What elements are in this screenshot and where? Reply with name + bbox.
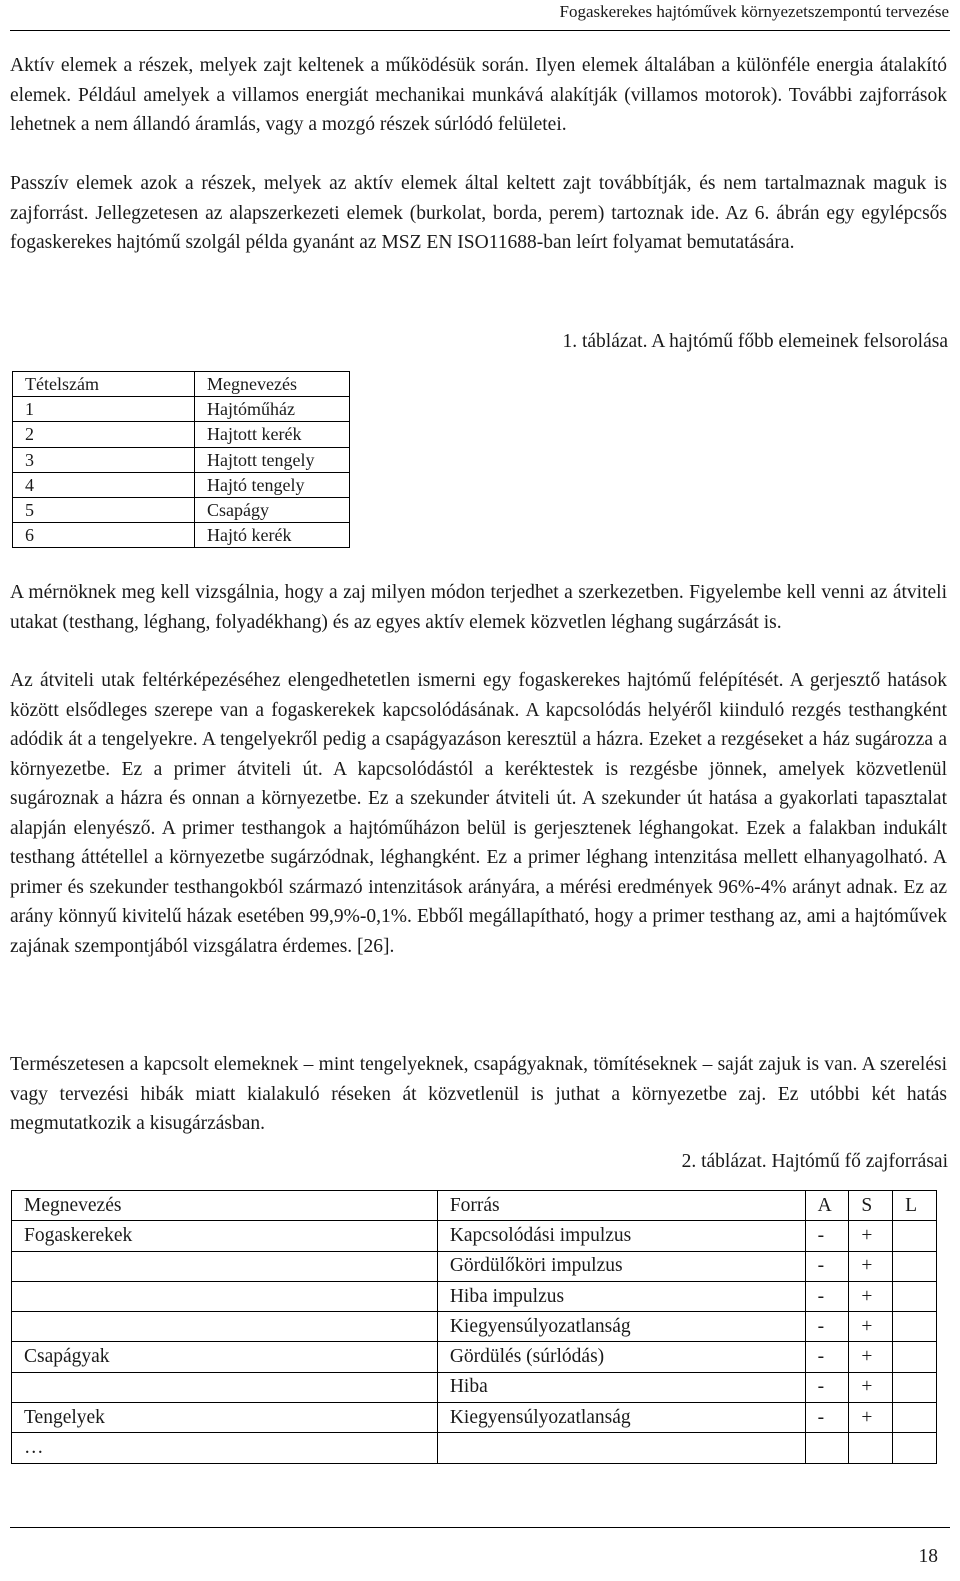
table-cell: Kiegyensúlyozatlanság [437, 1403, 805, 1433]
table2-caption: 2. táblázat. Hajtómű fő zajforrásai [681, 1151, 948, 1172]
running-header: Fogaskerekes hajtóművek környezetszempontú tervezése [559, 2, 949, 21]
table-cell: Kapcsolódási impulzus [437, 1221, 805, 1251]
table-cell: Hajtott kerék [195, 422, 350, 447]
table-cell: Hajtóműház [195, 397, 350, 422]
table-cell: 3 [13, 447, 195, 472]
table-header-cell: Forrás [437, 1191, 805, 1221]
table-cell: + [849, 1251, 893, 1281]
table-cell: + [849, 1372, 893, 1402]
table-cell [805, 1433, 849, 1463]
table-row [12, 1433, 937, 1463]
table-header-cell: S [849, 1191, 893, 1221]
table-cell [849, 1433, 893, 1463]
table-cell: Hajtott tengely [195, 447, 350, 472]
table-cell: Gördülőköri impulzus [437, 1251, 805, 1281]
table-header-cell: Megnevezés [195, 372, 350, 397]
paragraph-transmission-paths: Az átviteli utak feltérképezéséhez elengedhetetlen ismerni egy fogaskerekes hajtómű felépítését. A gerjesztő hatások között elsődleges szerepe van a fogaskerekek kapcsolódásának. A kapcsolódás helyéről kiinduló rezgés testhangként adódik át a tengelyekre. A tengelyekről pedig a csapágyazáson keresztül a házra. Ezeket a rezgéseket a ház sugározza a környezetbe. Ez a primer átviteli út. A kapcsolódástól a keréktestek is rezgésbe jönnek, amelyek közvetlenül sugároznak a házra és onnan a környezetbe. Ez a szekunder átviteli út. A szekunder út hatása a gyakorlati tapasztalat alapján elenyésző. A primer testhangok a hajtóműházon belül is gerjesztenek léghangokat. Ezek a falakban indukált testhang áttétellel a környezetbe sugárzódnak, léghangként. Ez a primer léghang intenzitása mellett elhanyagolható. A primer és szekunder testhangokból származó intenzitások arányára, a mérési eredmények 96%-4% arányt adnak. Ez az arány könnyű kivitelű házak esetében 99,9%-0,1%. Ebből megállapítható, hogy a primer testhang az, ami a hajtóművek zajának szempontjából vizsgálatra érdemes. [26]. [10, 670, 947, 957]
table-cell: Hiba impulzus [437, 1281, 805, 1311]
table-cell: 6 [13, 523, 195, 548]
table-header-cell: A [805, 1191, 849, 1221]
table-cell [893, 1312, 937, 1342]
footer-divider [10, 1527, 950, 1528]
table-cell: + [849, 1403, 893, 1433]
table-row [12, 1403, 937, 1433]
table-cell: + [849, 1342, 893, 1372]
table-row [12, 1251, 937, 1281]
paragraph-coupled-elements: Természetesen a kapcsolt elemeknek – mint tengelyeknek, csapágyaknak, tömítéseknek – saját zajuk is van. A szerelési vagy tervezési hibák miatt kialakuló réseken át közvetlenül is juthat a környezetbe zaj. Ez utóbbi két hatás megmutatkozik a kisugárzásban. [10, 1054, 947, 1134]
header-divider [10, 30, 950, 31]
table-header-cell: L [893, 1191, 937, 1221]
table-cell: Tengelyek [12, 1403, 438, 1433]
table-cell [12, 1281, 438, 1311]
table-cell [12, 1372, 438, 1402]
table-cell [893, 1403, 937, 1433]
table-row [12, 1342, 937, 1372]
table-cell: - [805, 1312, 849, 1342]
table-cell: - [805, 1372, 849, 1402]
table-cell [893, 1221, 937, 1251]
table-cell [12, 1251, 438, 1281]
table-header-row [13, 372, 350, 397]
table-row [13, 447, 350, 472]
table-cell: - [805, 1403, 849, 1433]
table-cell: Csapágy [195, 497, 350, 522]
table-cell [893, 1433, 937, 1463]
table-cell: - [805, 1251, 849, 1281]
table-cell: Csapágyak [12, 1342, 438, 1372]
table-cell: Hiba [437, 1372, 805, 1402]
table-cell [12, 1312, 438, 1342]
table-row [13, 422, 350, 447]
table-cell [893, 1372, 937, 1402]
table-row [13, 397, 350, 422]
table-cell [893, 1281, 937, 1311]
table-cell: - [805, 1342, 849, 1372]
table-cell: 1 [13, 397, 195, 422]
table1-caption: 1. táblázat. A hajtómű főbb elemeinek felsorolása [562, 331, 948, 352]
table-cell [437, 1433, 805, 1463]
table-cell: 4 [13, 472, 195, 497]
table1-gearbox-elements [12, 371, 350, 548]
table-row [13, 523, 350, 548]
table-cell: - [805, 1221, 849, 1251]
table-cell: Hajtó tengely [195, 472, 350, 497]
table-cell: 5 [13, 497, 195, 522]
table-cell: + [849, 1281, 893, 1311]
table-cell: Hajtó kerék [195, 523, 350, 548]
table-row [13, 497, 350, 522]
table-cell [893, 1251, 937, 1281]
table-row [12, 1281, 937, 1311]
table-cell: 2 [13, 422, 195, 447]
table-row [12, 1221, 937, 1251]
paragraph-propagation: A mérnöknek meg kell vizsgálnia, hogy a zaj milyen módon terjedhet a szerkezetben. Figyelembe kell venni az átviteli utakat (testhang, léghang, folyadékhang) és az egyes aktív elemek közvetlen léghang sugárzását is. [10, 582, 947, 633]
table-cell: … [12, 1433, 438, 1463]
table-header-row [12, 1191, 937, 1221]
paragraph-active-elements: Aktív elemek a részek, melyek zajt keltenek a működésük során. Ilyen elemek általában a különféle energia átalakító elemek. Például amelyek a villamos energiát mechanikai munkává alakítják (villamos motorok). További zajforrások lehetnek a nem állandó áramlás, vagy a mozgó részek súrlódó felületei. [10, 55, 947, 135]
table-header-cell: Megnevezés [12, 1191, 438, 1221]
table-header-cell: Tételszám [13, 372, 195, 397]
table-cell: + [849, 1312, 893, 1342]
table-row [12, 1372, 937, 1402]
table-row [13, 472, 350, 497]
table-cell: - [805, 1281, 849, 1311]
table-cell [893, 1342, 937, 1372]
table-cell: + [849, 1221, 893, 1251]
page-number: 18 [918, 1546, 938, 1567]
table-cell: Kiegyensúlyozatlanság [437, 1312, 805, 1342]
table-cell: Fogaskerekek [12, 1221, 438, 1251]
table-cell: Gördülés (súrlódás) [437, 1342, 805, 1372]
paragraph-passive-elements: Passzív elemek azok a részek, melyek az aktív elemek által keltett zajt továbbítják, és nem tartalmaznak maguk is zajforrást. Jellegzetesen az alapszerkezeti elemek (burkolat, borda, perem) tartoznak ide. Az 6. ábrán egy egylépcsős fogaskerekes hajtómű szolgál példa gyanánt az MSZ EN ISO11688-ban leírt folyamat bemutatására. [10, 173, 947, 253]
table-row [12, 1312, 937, 1342]
table2-noise-sources [11, 1190, 937, 1464]
